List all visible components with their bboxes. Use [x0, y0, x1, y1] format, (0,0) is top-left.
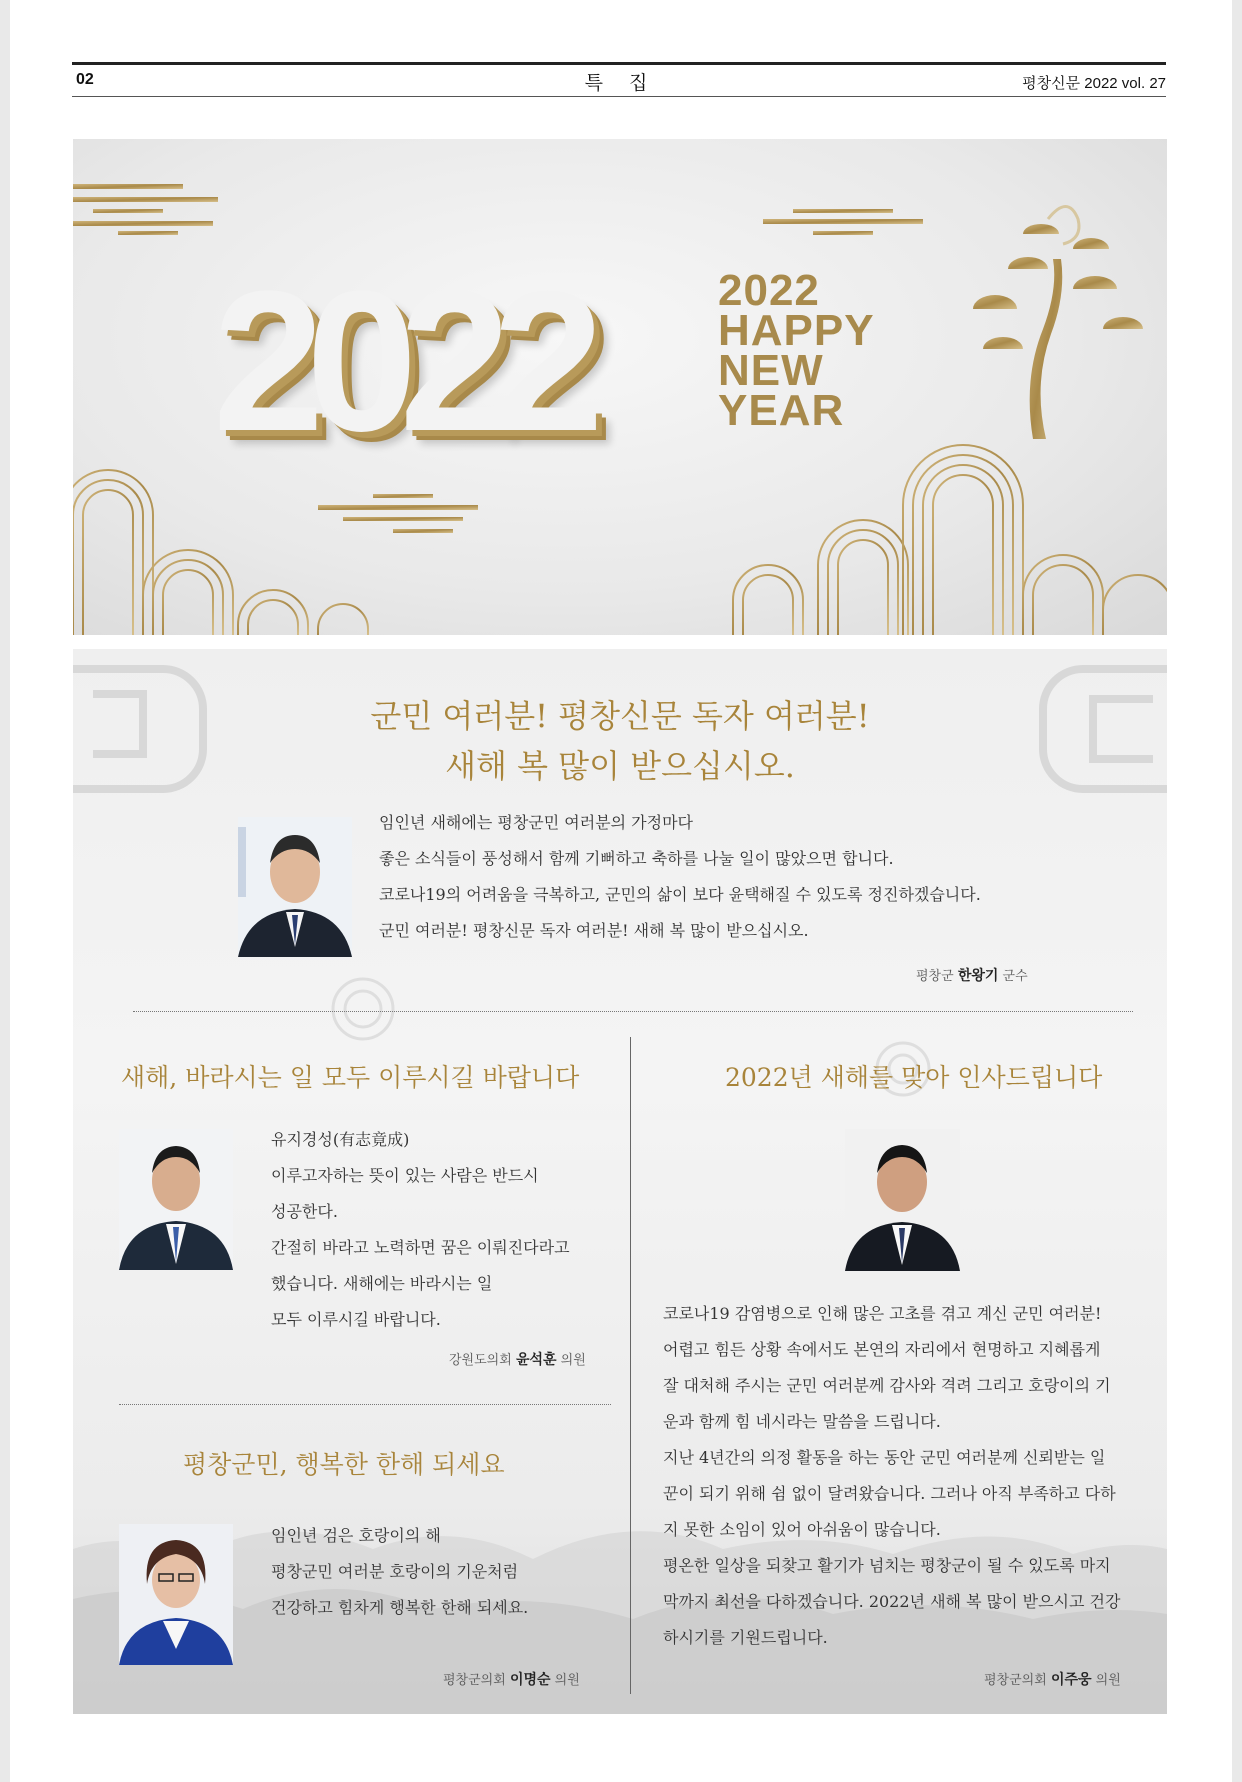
message-line: 꾼이 되기 위해 쉼 없이 달려왔습니다. 그러나 아직 부족하고 다하: [663, 1484, 1116, 1503]
governor-photo: [238, 817, 352, 957]
banner-year: 2022: [213, 250, 586, 473]
message-line: 했습니다. 새해에는 바라시는 일: [271, 1274, 493, 1293]
lee-ms-title: 평창군민, 행복한 한해 되세요: [183, 1450, 505, 1479]
yoon-title: 새해, 바라시는 일 모두 이루시길 바랍니다: [121, 1063, 580, 1092]
message-line: 모두 이루시길 바랍니다.: [271, 1310, 441, 1329]
lee-ms-message: [271, 1518, 528, 1626]
issue-label: 평창신문 2022 vol. 27: [1022, 75, 1166, 92]
greeting-line: 2022: [718, 266, 820, 315]
message-line: 잘 대처해 주시는 군민 여러분께 감사와 격려 그리고 호랑이의 기: [663, 1376, 1111, 1395]
sig-name: 윤석훈: [515, 1352, 557, 1368]
sig-title: 의원: [554, 1673, 580, 1688]
sig-org: 평창군의회: [443, 1673, 506, 1688]
greeting-line: YEAR: [718, 386, 845, 435]
governor-signature: [916, 965, 1028, 985]
divider-governor: [133, 1011, 1133, 1012]
sig-org: 강원도의회: [449, 1353, 512, 1368]
new-year-banner: [73, 139, 1167, 635]
message-line: 지난 4년간의 의정 활동을 하는 동안 군민 여러분께 신뢰받는 일: [663, 1448, 1106, 1467]
newspaper-page: [10, 0, 1232, 1782]
lee-ms-signature: [443, 1669, 580, 1689]
page-number: 02: [76, 71, 94, 88]
governor-headline-1: 군민 여러분! 평창신문 독자 여러분!: [370, 697, 870, 735]
sig-title: 군수: [1002, 969, 1028, 984]
sig-org: 평창군의회: [984, 1673, 1047, 1688]
message-line: 임인년 새해에는 평창군민 여러분의 가정마다: [379, 813, 694, 832]
message-line: 유지경성(有志竟成): [271, 1130, 410, 1149]
sig-title: 의원: [560, 1353, 586, 1368]
message-line: 지 못한 소임이 있어 아쉬움이 많습니다.: [663, 1520, 941, 1539]
message-line: 성공한다.: [271, 1202, 338, 1221]
message-line: 임인년 검은 호랑이의 해: [271, 1526, 441, 1545]
message-line: 좋은 소식들이 풍성해서 함께 기뻐하고 축하를 나눌 일이 많았으면 합니다.: [379, 849, 894, 868]
message-line: 코로나19 감염병으로 인해 많은 고초를 겪고 계신 군민 여러분!: [663, 1304, 1102, 1323]
column-divider: [630, 1037, 631, 1694]
message-line: 코로나19의 어려움을 극복하고, 군민의 삶이 보다 윤택해질 수 있도록 정진하겠습니다.: [379, 885, 981, 904]
lee-jw-message: [663, 1296, 1120, 1656]
sig-name: 한왕기: [957, 968, 999, 984]
message-line: 이루고자하는 뜻이 있는 사람은 반드시: [271, 1166, 539, 1185]
message-line: 막까지 최선을 다하겠습니다. 2022년 새해 복 많이 받으시고 건강: [663, 1592, 1121, 1611]
section-title: 특 집: [584, 72, 658, 94]
banner-greeting: [718, 266, 875, 435]
lee-ms-photo: [119, 1524, 233, 1665]
portrait-icon: [119, 1129, 233, 1270]
yoon-photo: [119, 1129, 233, 1270]
lee-jw-photo: [845, 1129, 960, 1271]
greeting-line: HAPPY: [718, 306, 875, 355]
sig-name: 이명순: [509, 1672, 551, 1688]
governor-message: [379, 805, 981, 949]
message-line: 하시기를 기원드립니다.: [663, 1628, 828, 1647]
header-rule-top: [72, 62, 1166, 65]
message-line: 평창군민 여러분 호랑이의 기운처럼: [271, 1562, 519, 1581]
message-line: 건강하고 힘차게 행복한 한해 되세요.: [271, 1598, 529, 1617]
header-rule-bottom: [72, 96, 1166, 97]
message-line: 간절히 바라고 노력하면 꿈은 이뤄진다라고: [271, 1238, 570, 1257]
lee-jw-signature: [984, 1669, 1121, 1689]
message-line: 평온한 일상을 되찾고 활기가 넘치는 평창군이 될 수 있도록 마지: [663, 1556, 1111, 1575]
portrait-icon: [238, 817, 352, 957]
governor-headline-2: 새해 복 많이 받으십시오.: [445, 747, 795, 785]
yoon-message: [271, 1122, 570, 1338]
yoon-signature: [449, 1349, 586, 1369]
portrait-icon: [119, 1524, 233, 1665]
sig-name: 이주웅: [1050, 1672, 1092, 1688]
greeting-line: NEW: [718, 346, 824, 395]
sig-org: 평창군: [916, 969, 954, 984]
message-line: 군민 여러분! 평창신문 독자 여러분! 새해 복 많이 받으십시오.: [379, 921, 809, 940]
divider-left: [119, 1404, 611, 1405]
sig-title: 의원: [1095, 1673, 1121, 1688]
greetings-section: [73, 649, 1167, 1714]
portrait-icon: [845, 1129, 960, 1271]
lee-jw-title: 2022년 새해를 맞아 인사드립니다: [725, 1063, 1103, 1092]
message-line: 운과 함께 힘 네시라는 말씀을 드립니다.: [663, 1412, 941, 1431]
message-line: 어렵고 힘든 상황 속에서도 본연의 자리에서 현명하고 지혜롭게: [663, 1340, 1101, 1359]
